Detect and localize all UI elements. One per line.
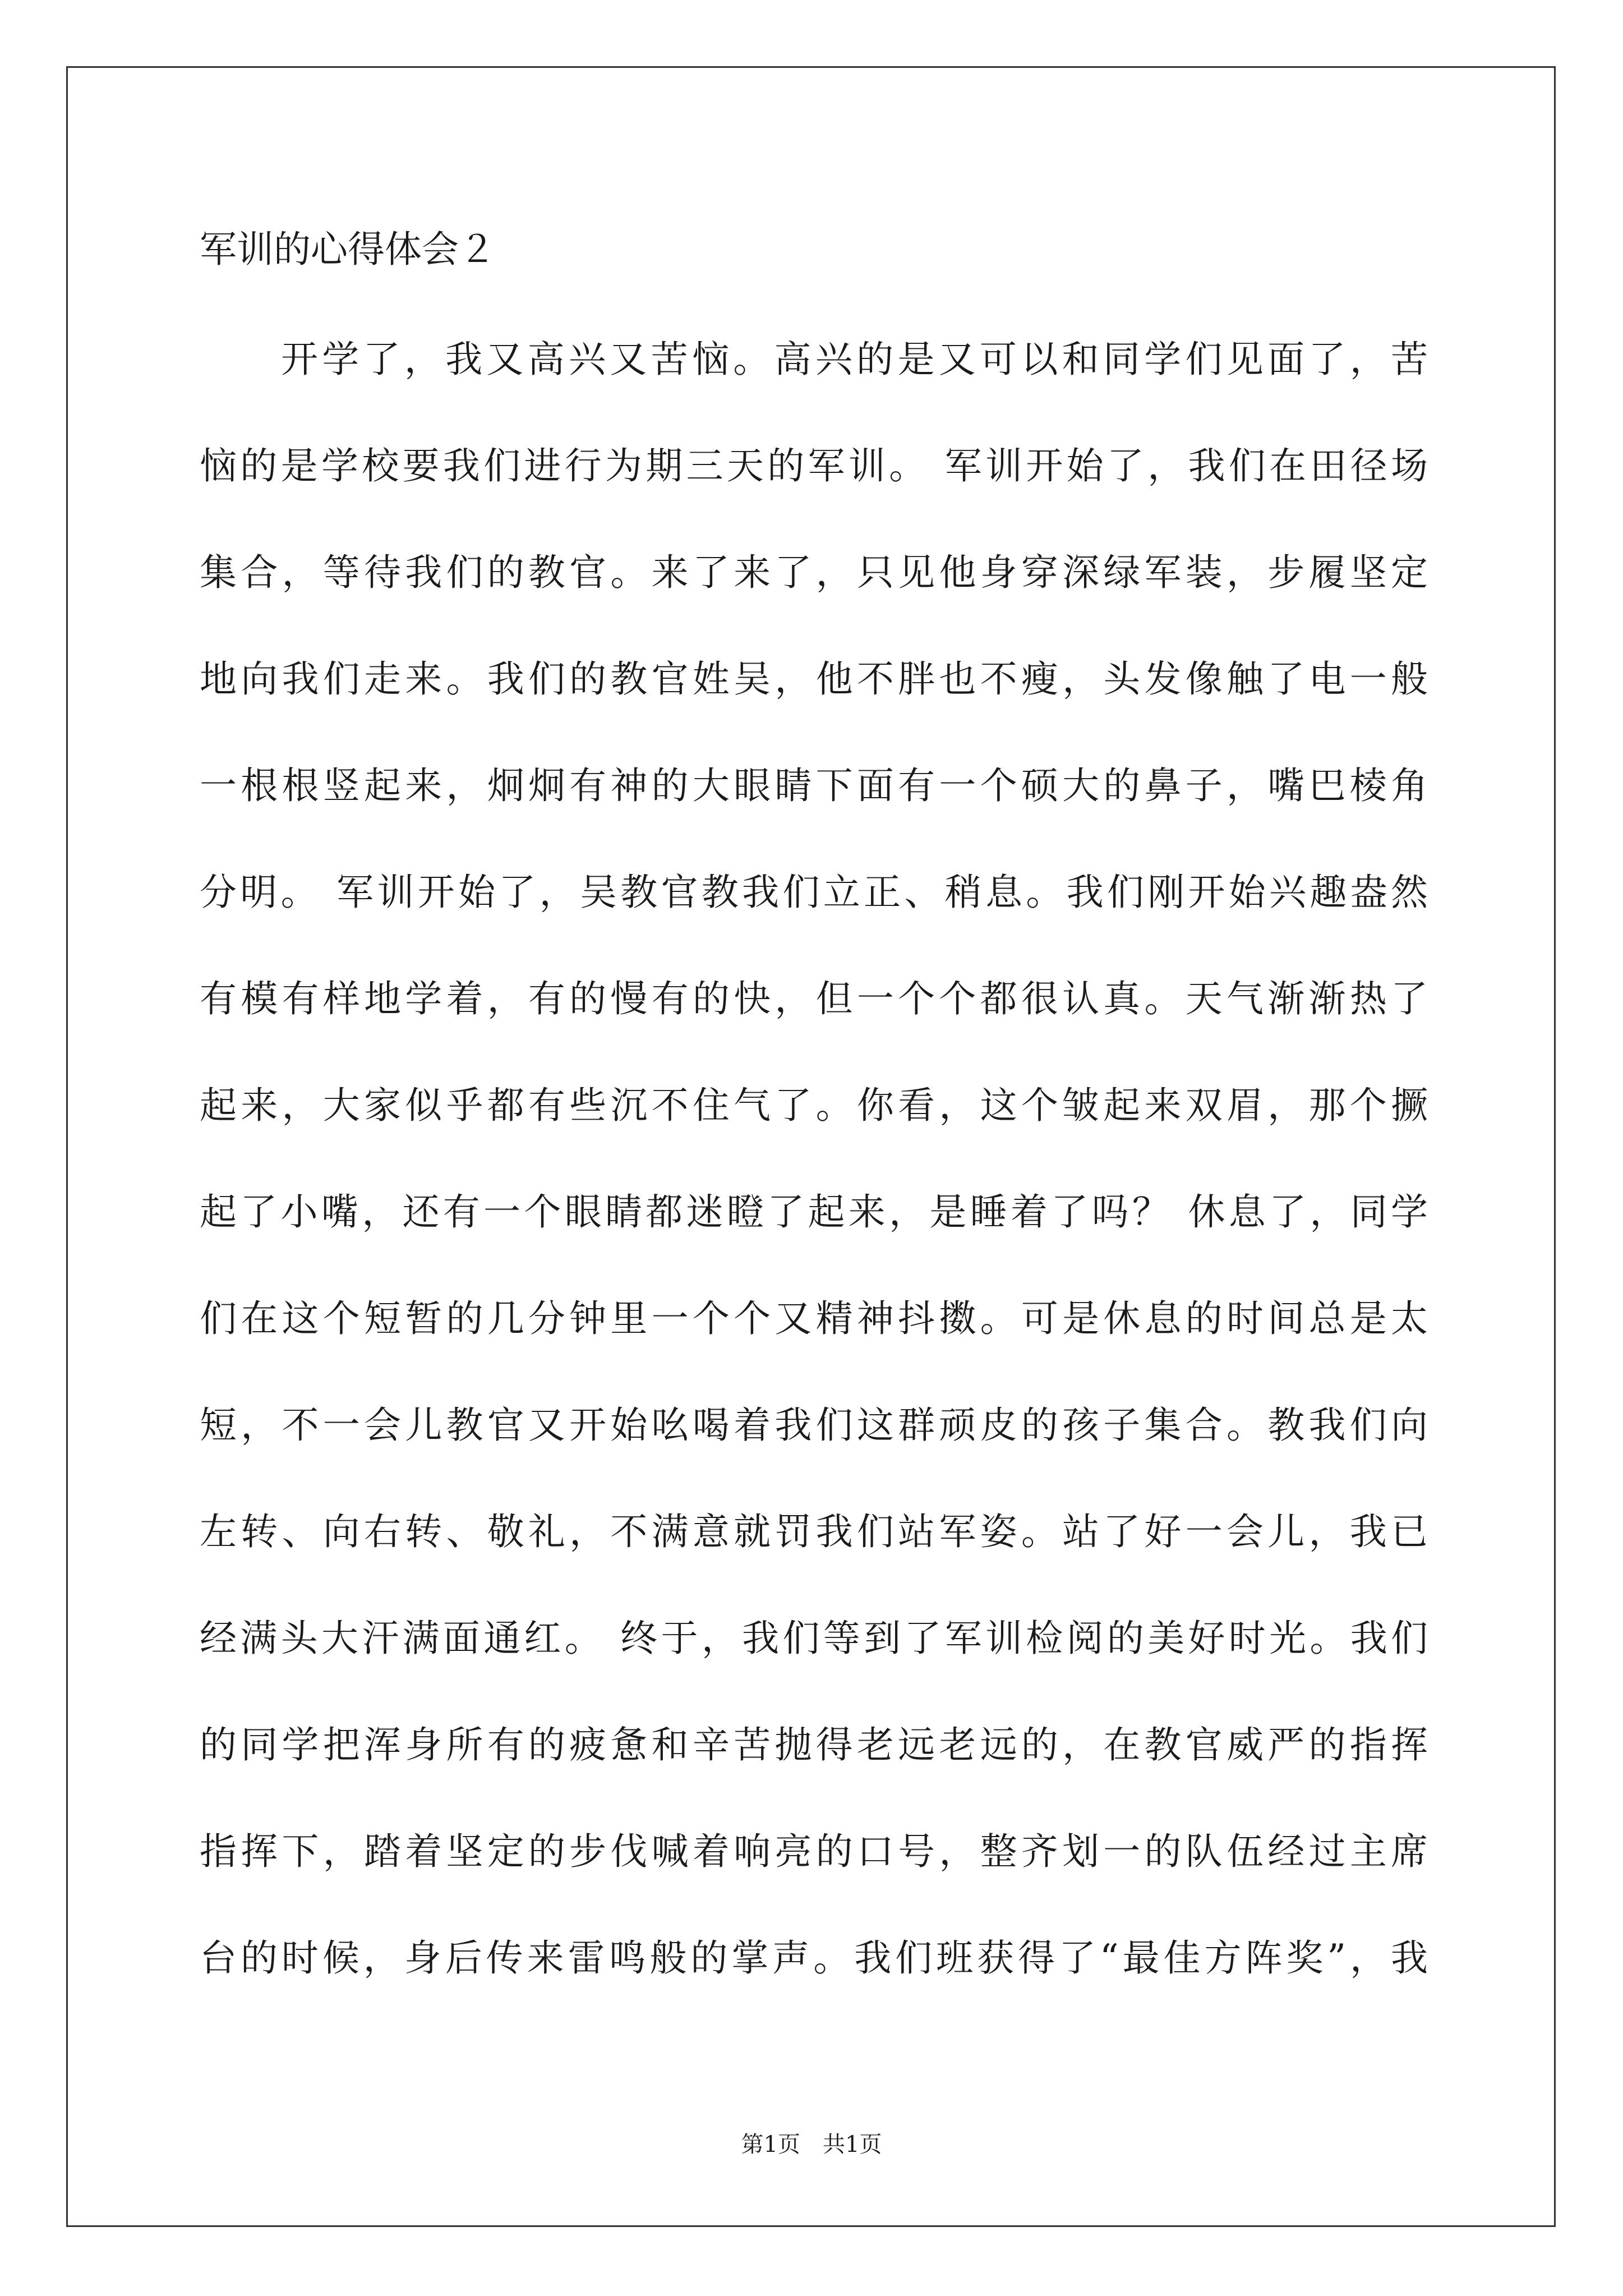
body-line: 集合，等待我们的教官。来了来了，只见他身穿深绿军装，步履坚定 [200,551,1428,594]
body-line: 起了小嘴，还有一个眼睛都迷瞪了起来，是睡着了吗？ 休息了，同学 [200,1190,1428,1234]
body-line: 台的时候，身后传来雷鸣般的掌声。我们班获得了“最佳方阵奖”，我 [200,1936,1428,1980]
body-line: 指挥下，踏着坚定的步伐喊着响亮的口号，整齐划一的队伍经过主席 [200,1830,1428,1873]
body-line: 恼的是学校要我们进行为期三天的军训。 军训开始了，我们在田径场 [200,444,1428,487]
body-line: 有模有样地学着，有的慢有的快，但一个个都很认真。天气渐渐热了 [200,977,1428,1020]
body-line: 们在这个短暂的几分钟里一个个又精神抖擞。可是休息的时间总是太 [200,1297,1428,1340]
body-line: 地向我们走来。我们的教官姓吴，他不胖也不瘦，头发像触了电一般 [200,657,1428,701]
page-number-footer: 第1页 共1页 [741,2132,882,2157]
body-line: 一根根竖起来，炯炯有神的大眼睛下面有一个硕大的鼻子，嘴巴棱角 [200,764,1428,807]
body-line: 短，不一会儿教官又开始吆喝着我们这群顽皮的孩子集合。教我们向 [200,1404,1428,1447]
body-line: 开学了，我又高兴又苦恼。高兴的是又可以和同学们见面了，苦 [281,338,1428,381]
body-line: 左转、向右转、敬礼，不满意就罚我们站军姿。站了好一会儿，我已 [200,1510,1428,1553]
body-line: 经满头大汗满面通红。 终于，我们等到了军训检阅的美好时光。我们 [200,1617,1428,1660]
body-line: 分明。 军训开始了，吴教官教我们立正、稍息。我们刚开始兴趣盎然 [200,871,1428,914]
document-body [200,334,1428,2040]
document-title: 军训的心得体会２ [200,228,496,271]
body-line: 的同学把浑身所有的疲惫和辛苦抛得老远老远的，在教官威严的指挥 [200,1723,1428,1766]
body-line: 起来，大家似乎都有些沉不住气了。你看，这个皱起来双眉，那个撅 [200,1084,1428,1127]
